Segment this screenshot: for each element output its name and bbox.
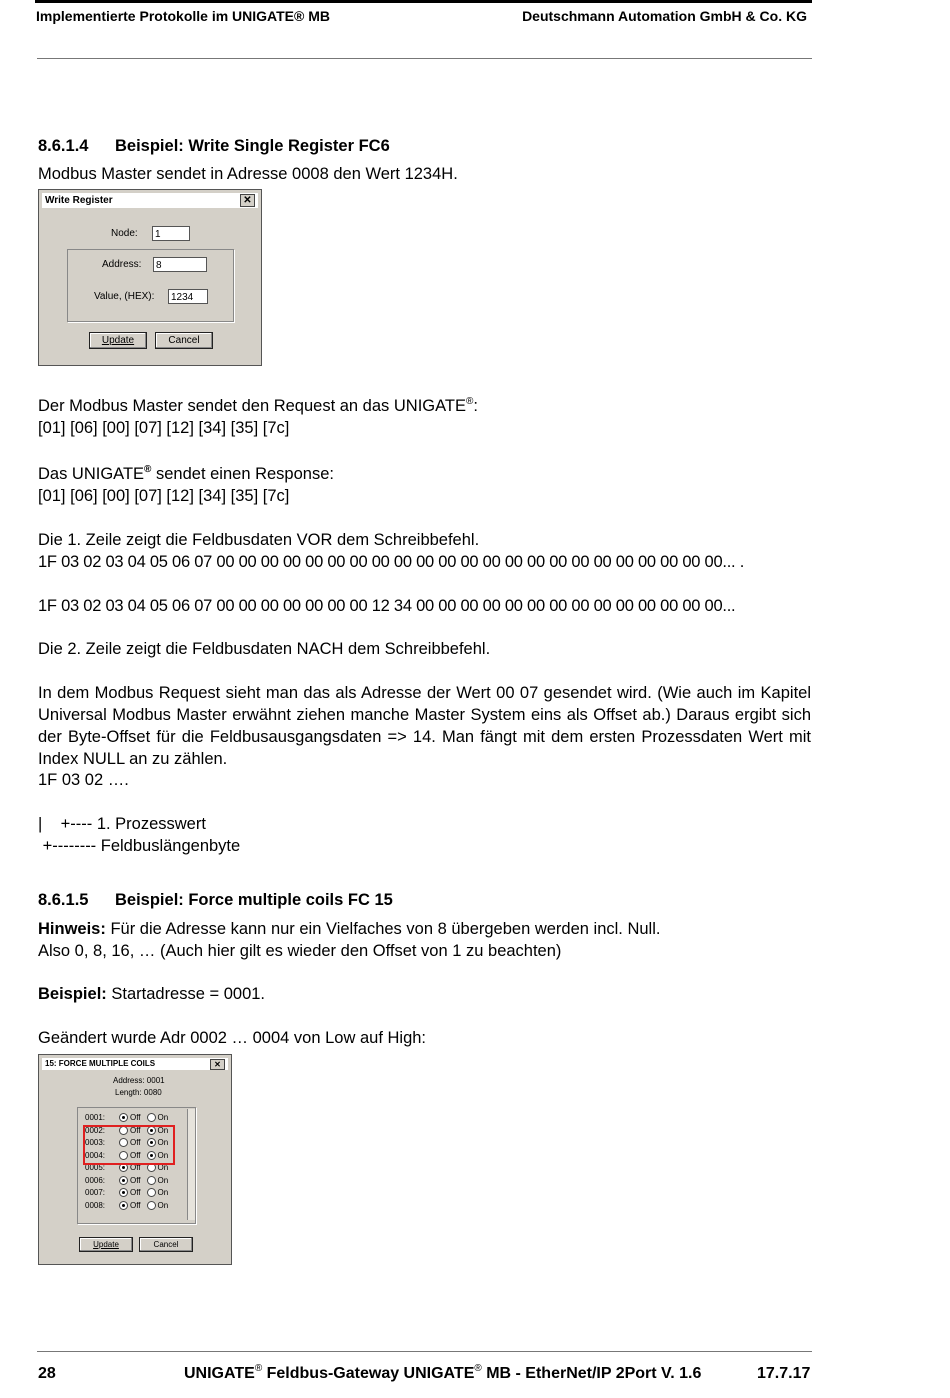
close-icon[interactable]: ✕	[210, 1059, 225, 1070]
header-right-company: Deutschmann Automation GmbH & Co. KG	[522, 8, 807, 24]
section-title: Beispiel: Write Single Register FC6	[115, 137, 390, 155]
write-register-dialog	[38, 189, 262, 366]
coil-off-radio[interactable]	[119, 1201, 128, 1210]
coil-on-label: On	[157, 1200, 169, 1210]
registered-mark: ®	[466, 396, 474, 407]
changed-coils-highlight	[83, 1125, 175, 1165]
coil-off-radio[interactable]	[119, 1113, 128, 1122]
response-intro-rest: sendet einen Response:	[151, 465, 334, 483]
cancel-button[interactable]: Cancel	[155, 332, 213, 349]
coil-on-label: On	[157, 1150, 169, 1160]
coil-off-label: Off	[130, 1138, 141, 1147]
coil-off-radio[interactable]	[119, 1188, 128, 1197]
coils-length: Length: 0080	[115, 1088, 162, 1097]
coil-row	[85, 1112, 174, 1124]
header-divider	[37, 58, 812, 59]
coil-off-label: Off	[130, 1150, 141, 1160]
footer-title-b: Feldbus-Gateway UNIGATE	[262, 1365, 475, 1382]
footer-date: 17.7.17	[757, 1365, 811, 1382]
footer-title-a: UNIGATE	[184, 1365, 255, 1382]
dialog-title-bar	[42, 1058, 228, 1070]
fieldbus-line2-caption: Die 2. Zeile zeigt die Feldbusdaten NACH dem Schreibbefehl.	[38, 640, 491, 658]
marker-length-byte: +-------- Feldbuslängenbyte	[38, 837, 241, 855]
coil-address: 0008:	[85, 1200, 106, 1210]
coil-on-radio[interactable]	[147, 1176, 156, 1185]
dialog-title: 15: FORCE MULTIPLE COILS	[45, 1059, 156, 1068]
close-icon[interactable]: ✕	[240, 194, 255, 207]
fieldbus-data-after: 1F 03 02 03 04 05 06 07 00 00 00 00 00 00 00 12 34 00 00 00 00 00 00 00 00 00 00 00 00 00 00...	[38, 597, 736, 615]
header-left-title: Implementierte Protokolle im UNIGATE® MB	[36, 8, 330, 24]
update-button[interactable]	[89, 332, 147, 349]
hint-text: Für die Adresse kann nur ein Vielfaches von 8 übergeben werden incl. Null.	[105, 920, 661, 938]
register-group-box	[67, 249, 234, 322]
registered-mark: ®	[474, 1363, 482, 1374]
value-hex-field[interactable]: 1234	[168, 289, 208, 304]
registered-mark: ®	[144, 464, 152, 475]
coil-on-radio[interactable]	[147, 1113, 156, 1122]
fieldbus-data-before: 1F 03 02 03 04 05 06 07 00 00 00 00 00 00 00 00 00 00 00 00 00 00 00 00 00 00 00 00 00 00 00... .	[38, 553, 745, 571]
explanation-paragraph: In dem Modbus Request sieht man das als Adresse der Wert 00 07 gesendet wird. (Wie auch im Kapitel Universal Modbus Master erwähnt ziehen manche Master System eins als Offset ab.) Daraus ergibt sich der Byte-Offset für die Feldbusausgangsdaten => 14. Man fängt mit dem ersten Prozessdaten Wert mit Index NULL an zu zählen.	[38, 684, 811, 768]
response-intro	[38, 463, 334, 485]
value-hex-label: Value, (HEX):	[94, 291, 155, 302]
section-number: 8.6.1.5	[38, 891, 89, 909]
fieldbus-line1-caption: Die 1. Zeile zeigt die Feldbusdaten VOR dem Schreibbefehl.	[38, 531, 480, 549]
response-bytes: [01] [06] [00] [07] [12] [34] [35] [7c]	[38, 487, 290, 505]
coil-row	[85, 1175, 174, 1187]
registered-mark: ®	[254, 1363, 263, 1374]
update-button-label: Update	[101, 335, 135, 346]
coil-on-label: On	[157, 1125, 169, 1135]
coil-address: 0004:	[85, 1150, 106, 1160]
hint-line	[38, 918, 660, 940]
request-intro-text: Der Modbus Master sendet den Request an das UNIGATE	[38, 397, 466, 415]
section-heading-fc6	[38, 137, 390, 156]
coil-off-label: Off	[130, 1125, 141, 1135]
footer-title-c: MB - EtherNet/IP 2Port V. 1.6	[481, 1365, 702, 1382]
node-field[interactable]: 1	[152, 226, 190, 241]
coil-on-radio[interactable]	[147, 1201, 156, 1210]
header-top-rule	[35, 0, 812, 3]
dialog-title-bar	[42, 193, 258, 208]
coil-address: 0001:	[85, 1113, 106, 1122]
explanation-bytes: 1F 03 02 ….	[38, 771, 129, 789]
dialog-title: Write Register	[45, 195, 113, 206]
coil-address: 0002:	[85, 1125, 106, 1135]
hint-line2: Also 0, 8, 16, … (Auch hier gilt es wieder den Offset von 1 zu beachten)	[38, 942, 562, 960]
cancel-button[interactable]: Cancel	[139, 1237, 193, 1252]
coil-off-label: Off	[130, 1175, 141, 1185]
section-number: 8.6.1.4	[38, 137, 89, 155]
force-coils-dialog	[38, 1054, 232, 1265]
coil-row	[85, 1187, 174, 1199]
coil-address: 0007:	[85, 1188, 106, 1197]
coil-on-label: On	[157, 1188, 169, 1197]
page-number: 28	[38, 1365, 56, 1382]
request-intro-colon: :	[473, 397, 478, 415]
update-button[interactable]	[79, 1237, 133, 1252]
footer-title	[184, 1365, 701, 1383]
address-field[interactable]: 8	[153, 257, 207, 272]
coil-off-label: Off	[130, 1113, 141, 1122]
section-title: Beispiel: Force multiple coils FC 15	[115, 891, 393, 909]
coil-off-label: Off	[130, 1200, 141, 1210]
coils-address: Address: 0001	[113, 1076, 165, 1085]
footer-divider	[37, 1351, 812, 1352]
coils-scrollbar[interactable]	[187, 1109, 195, 1220]
coil-on-label: On	[157, 1113, 169, 1122]
address-label: Address:	[102, 259, 142, 270]
coil-on-label: On	[157, 1138, 169, 1147]
coil-off-radio[interactable]	[119, 1176, 128, 1185]
node-label: Node:	[111, 228, 138, 239]
update-button-label: Update	[93, 1240, 119, 1249]
request-intro	[38, 395, 478, 417]
intro-text: Modbus Master sendet in Adresse 0008 den Wert 1234H.	[38, 165, 458, 183]
coil-address: 0006:	[85, 1175, 106, 1185]
section-heading-fc15	[38, 891, 393, 910]
coil-address: 0005:	[85, 1163, 106, 1172]
coil-off-label: Off	[130, 1163, 141, 1172]
coil-on-radio[interactable]	[147, 1188, 156, 1197]
coil-on-label: On	[157, 1175, 169, 1185]
coil-row	[85, 1200, 174, 1212]
example-text: Startadresse = 0001.	[106, 985, 266, 1003]
coil-address: 0003:	[85, 1138, 106, 1147]
coil-on-label: On	[157, 1163, 169, 1172]
coil-off-label: Off	[130, 1188, 141, 1197]
example-line	[38, 983, 265, 1005]
example-label: Beispiel:	[38, 985, 107, 1003]
response-intro-text: Das UNIGATE	[38, 465, 145, 483]
request-bytes: [01] [06] [00] [07] [12] [34] [35] [7c]	[38, 419, 290, 437]
changed-line: Geändert wurde Adr 0002 … 0004 von Low auf High:	[38, 1029, 426, 1047]
marker-process-value: | +---- 1. Prozesswert	[38, 815, 206, 833]
hint-label: Hinweis:	[38, 920, 106, 938]
